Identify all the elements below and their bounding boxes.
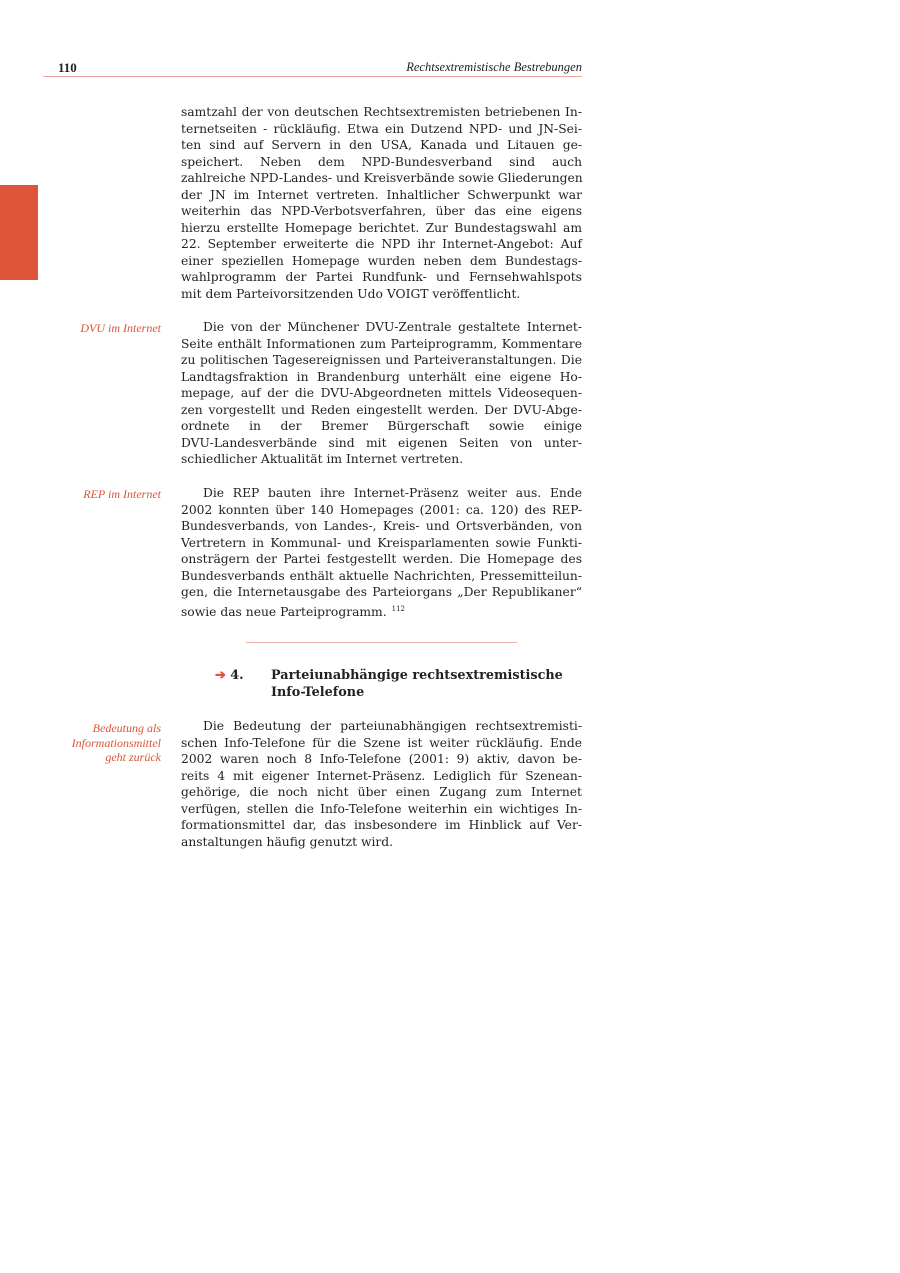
section-heading-line: Info-Telefone [271,684,365,700]
text-line: mepage, auf der die DVU-Abgeordneten mittels Videosequen- [181,386,582,400]
paragraph-dvu-internet [181,319,582,468]
section-number-text: 4. [230,668,244,683]
text-line: schen Info-Telefone für die Szene ist weiter rückläufig. Ende [181,735,582,750]
text-line: anstaltungen häufig genutzt wird. [181,834,394,849]
text-line: wahlprogramm der Partei Rundfunk- und Fernsehwahlspots [181,270,582,284]
page-number: 110 [58,60,77,75]
margin-note-rep: REP im Internet [83,487,161,501]
text-line: hierzu erstellte Homepage berichtet. Zur Bundestagswahl am [181,220,582,235]
text-line: ten sind auf Servern in den USA, Kanada und Litauen ge- [181,138,582,152]
text-line: Die von der Münchener DVU-Zentrale gestaltete Internet- [203,320,582,334]
text-line: ordnete in der Bremer Bürgerschaft sowie einige [181,419,582,433]
text-line: sowie das neue Parteiprogramm. [181,604,387,619]
text-line: weiterhin das NPD-Verbotsverfahren, über das eine eigens [181,204,582,218]
text-line: zen vorgestellt und Reden eingestellt werden. Der DVU-Abge- [181,402,582,417]
text-line: Bundesverbands, von Landes-, Kreis- und Ortsverbänden, von [181,519,582,533]
section-divider [246,642,517,643]
margin-note-dvu: DVU im Internet [80,321,161,335]
text-line: formationsmittel dar, das insbesondere im Hinblick auf Ver- [181,818,582,832]
arrow-icon: ➔ [215,668,226,683]
paragraph-rep-internet [181,485,582,620]
text-line: ternetseiten - rückläufig. Etwa ein Dutzend NPD- und JN-Sei- [181,121,582,136]
text-line: 22. September erweiterte die NPD ihr Internet-Angebot: Auf [181,237,582,251]
text-line: Die Bedeutung der parteiunabhängigen rechtsextremisti- [203,719,582,733]
running-title: Rechtsextremistische Bestrebungen [406,60,582,74]
header-rule [43,76,582,77]
text-line: 2002 waren noch 8 Info-Telefone (2001: 9) aktiv, davon be- [181,752,582,766]
paragraph-npd-internet [181,104,582,302]
text-line: speichert. Neben dem NPD-Bundesverband sind auch [181,154,582,169]
section-heading-line: Parteiunabhängige rechtsextremistische [271,668,563,683]
text-line: samtzahl der von deutschen Rechtsextremisten betriebenen In- [181,105,582,119]
text-line: Die REP bauten ihre Internet-Präsenz weiter aus. Ende [203,486,582,500]
margin-note-info-telefone [21,721,161,765]
text-line: Vertretern in Kommunal- und Kreisparlamenten sowie Funkti- [181,535,582,550]
section-heading [271,668,563,701]
paragraph-info-telefone [181,718,582,850]
text-line: zahlreiche NPD-Landes- und Kreisverbände sowie Gliederungen [181,171,583,185]
text-line: DVU-Landesverbände sind mit eigenen Seiten von unter- [181,435,582,450]
text-line: Landtagsfraktion in Brandenburg unterhält eine eigene Ho- [181,369,582,384]
text-line: Bundesverbands enthält aktuelle Nachrichten, Pressemitteilun- [181,568,582,583]
text-line: schiedlicher Aktualität im Internet vertreten. [181,452,464,466]
margin-note-line: Informationsmittel [71,735,161,750]
text-line: Seite enthält Informationen zum Parteiprogramm, Kommentare [181,336,582,351]
section-number [215,668,244,685]
margin-note-line: geht zurück [105,750,161,764]
text-line: zu politischen Tagesereignissen und Parteiveranstaltungen. Die [181,353,582,367]
text-line: reits 4 mit eigener Internet-Präsenz. Lediglich für Szenean- [181,768,582,783]
text-line: einer speziellen Homepage wurden neben dem Bundestags- [181,253,582,268]
footnote-reference[interactable]: 112 [391,604,406,613]
text-line: verfügen, stellen die Info-Telefone weiterhin ein wichtiges In- [181,801,582,816]
margin-note-line: Bedeutung als [92,721,161,735]
text-line: der JN im Internet vertreten. Inhaltlicher Schwerpunkt war [181,187,582,202]
chapter-tab-marker [0,185,38,280]
text-line: onsträgern der Partei festgestellt werden. Die Homepage des [181,552,582,566]
text-line: mit dem Parteivorsitzenden Udo VOIGT veröffentlicht. [181,286,521,301]
text-line: gen, die Internetausgabe des Parteiorgans „Der Republikaner“ [181,585,582,599]
text-line: gehörige, die noch nicht über einen Zugang zum Internet [181,785,582,799]
text-line: 2002 konnten über 140 Homepages (2001: ca. 120) des REP- [181,502,582,517]
